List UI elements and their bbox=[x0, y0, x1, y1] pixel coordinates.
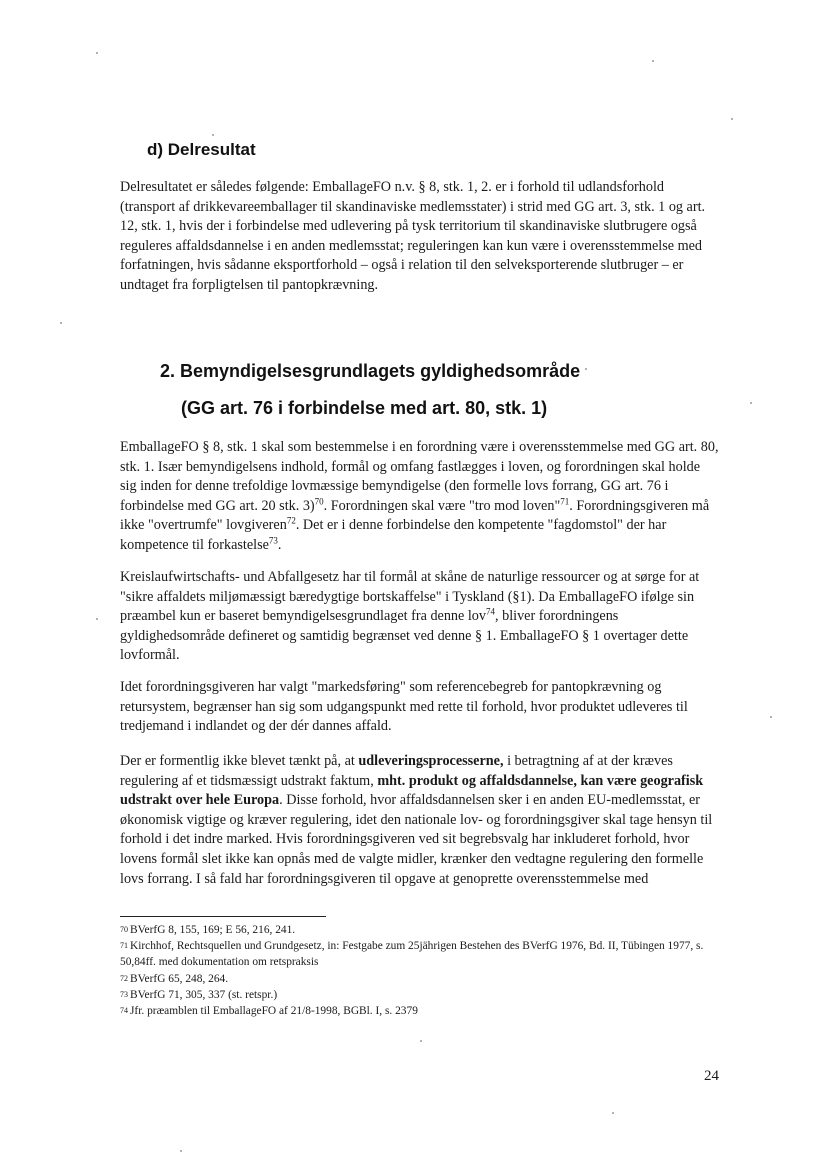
text-run: i betragtning af at der kræves regulering af et tidsmæssigt udstrakt faktum, bbox=[120, 753, 673, 789]
footnote-text: BVerfG 71, 305, 337 (st. retspr.) bbox=[130, 988, 278, 1001]
footnote-ref-71: 71 bbox=[560, 496, 570, 507]
text-run: . Forordningsgiveren må ikke "overtrumfe" lovgiveren bbox=[120, 497, 710, 534]
section-heading-2: 2. Bemyndigelsesgrundlagets gyldighedsområde bbox=[160, 361, 581, 381]
footnote-73 bbox=[120, 987, 730, 1003]
scan-speck bbox=[750, 402, 752, 404]
page-number: 24 bbox=[704, 1068, 719, 1084]
footnote-number: 73 bbox=[120, 989, 128, 999]
footnote-74 bbox=[120, 1003, 730, 1019]
scan-speck bbox=[420, 1040, 422, 1042]
footnote-text: Kirchhof, Rechtsquellen und Grundgesetz, in: Festgabe zum 25jährigen Bestehen des BVerfG 1976, Bd. II, Tübingen 1977, s. 50,84ff. med dokumentation om retspraksis bbox=[120, 940, 704, 969]
text-run: Kreislaufwirtschafts- und Abfallgesetz har til formål at skåne de naturlige ressourcer og at sørge for at "sikre affaldets miljømæssigt bæredygtige bortskaffelse" i Tyskland (§1). Da EmballageFO ifølge sin præambel kun er baseret bemyndigelsesgrundlaget fra denne lov bbox=[120, 569, 700, 625]
footnote-70 bbox=[120, 922, 730, 938]
paragraph-kreislauf bbox=[120, 568, 720, 666]
scan-speck bbox=[731, 118, 733, 120]
footnote-text: BVerfG 8, 155, 169; E 56, 216, 241. bbox=[130, 924, 296, 936]
paragraph-emballagefo-8 bbox=[120, 438, 720, 556]
footnote-ref-74: 74 bbox=[486, 606, 495, 617]
bold-text: mht. produkt og affaldsdannelse, kan være geografisk udstrakt over hele Europa bbox=[120, 772, 704, 809]
scan-speck bbox=[585, 368, 587, 370]
scan-speck bbox=[180, 1150, 182, 1152]
footnote-separator bbox=[120, 916, 326, 917]
footnote-ref-70: 70 bbox=[314, 496, 324, 507]
text-run: . Det er i denne forbindelse den kompetente "fagdomstol" der har kompetence til forkastelse bbox=[120, 517, 667, 553]
text-run: EmballageFO § 8, stk. 1 skal som bestemmelse i en forordning være i overensstemmelse med GG art. 80, stk. 1. Især bemyndigelsens indhold, formål og omfang fastlægges i loven, og forordningen skal holde sig inden for denne trefoldige lovmæssige bemyndigelse (den formelle lovs forrang, GG art. 76 i forbindelse med GG art. 20 stk. 3) bbox=[120, 439, 719, 514]
footnote-ref-72: 72 bbox=[286, 515, 296, 526]
text-run: . bbox=[277, 536, 282, 553]
text-run: . Forordningen skal være "tro mod loven" bbox=[323, 497, 561, 514]
footnote-72 bbox=[120, 971, 730, 987]
paragraph-markedsforing: Idet forordningsgiveren har valgt "markedsføring" som referencebegreb for pantopkrævning og retursystem, begrænser han sig som udgangspunkt med rette til forhold, hvor produktet udleveres til tredjemand i indlandet og der dér dannes affald. bbox=[120, 679, 688, 735]
paragraph-delresultat: Delresultatet er således følgende: EmballageFO n.v. § 8, stk. 1, 2. er i forhold til udlandsforhold (transport af drikkevareemballager til skandinaviske medlemsstater) i strid med GG art. 3, stk. 1 og art. 12, stk. 1, hvis der i forbindelse med udlevering på tysk territorium til skandinaviske slutbrugere også reguleres affaldsdannelse i en anden medlemsstat; reguleringen kan kun være i overensstemmelse med forfatningen, hvis sådanne eksportforhold – også i relation til den selveksporterende slutbruger – er undtaget fra forpligtelsen til pantopkrævning. bbox=[120, 179, 706, 293]
footnote-text: BVerfG 65, 248, 264. bbox=[130, 972, 229, 985]
section-subheading-2: (GG art. 76 i forbindelse med art. 80, stk. 1) bbox=[181, 398, 548, 418]
footnote-number: 70 bbox=[120, 925, 128, 934]
footnote-number: 72 bbox=[120, 973, 128, 983]
scan-speck bbox=[212, 134, 214, 136]
scan-speck bbox=[96, 52, 98, 54]
paragraph-udleveringsprocesser bbox=[120, 752, 720, 889]
scan-speck bbox=[770, 716, 772, 718]
section-heading-d: d) Delresultat bbox=[147, 140, 256, 159]
footnote-number: 74 bbox=[120, 1006, 128, 1016]
scan-speck bbox=[96, 618, 98, 620]
text-run: . Disse forhold, hvor affaldsdannelsen sker i en anden EU-medlemsstat, er økonomisk vigtige og kræver regulering, idet den nationale lov- og forordningsgiver skal tage hensyn til forhold i det indre marked. Hvis forordningsgiveren ved sit begrebsvalg har inkluderet forhold, hvor lovens formål slet ikke kan opnås med de valgte midler, krænker den vedtagne regulering den formelle lovs forrang. I så fald har forordningsgiveren til opgave at genoprette overensstemmelse med bbox=[120, 792, 713, 887]
footnotes bbox=[120, 922, 730, 1019]
footnote-71 bbox=[120, 938, 730, 970]
scan-speck bbox=[612, 1112, 614, 1114]
footnote-number: 71 bbox=[120, 941, 128, 951]
footnote-text: Jfr. præamblen til EmballageFO af 21/8-1998, BGBl. I, s. 2379 bbox=[130, 1005, 418, 1018]
footnote-ref-73: 73 bbox=[268, 535, 278, 546]
text-run: Der er formentlig ikke blevet tænkt på, at bbox=[120, 753, 359, 769]
text-run: , bliver forordningens gyldighedsområde defineret og samtidig begrænset ved denne § 1. EmballageFO § 1 overtager dette lovformål. bbox=[120, 608, 689, 664]
scan-speck bbox=[60, 322, 62, 324]
scan-speck bbox=[652, 60, 654, 62]
bold-text: udleveringsprocesserne, bbox=[358, 753, 504, 769]
